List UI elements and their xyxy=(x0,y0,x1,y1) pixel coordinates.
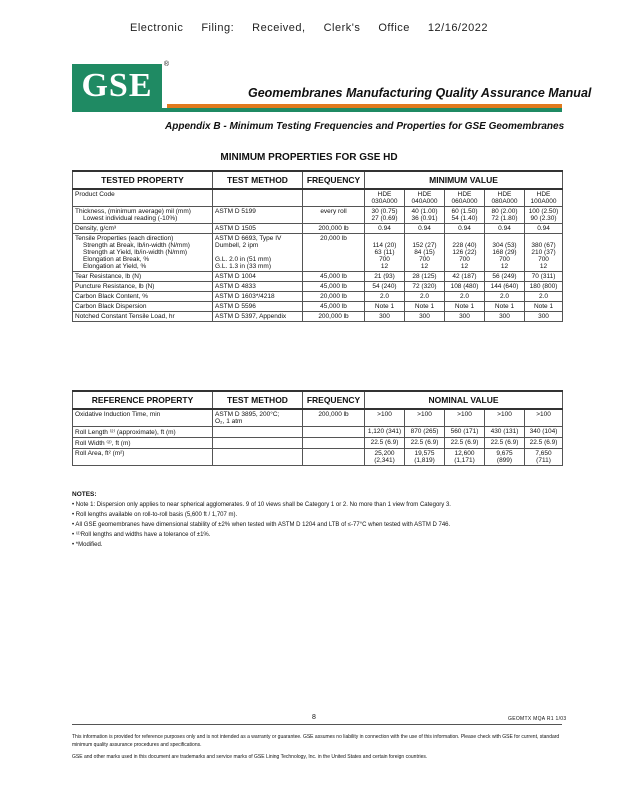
gse-logo xyxy=(72,61,169,108)
cell-value xyxy=(445,409,485,427)
value-line: >100 xyxy=(377,411,392,418)
cell-property xyxy=(73,207,213,224)
note-item: • Roll lengths available on roll-to-roll basis (5,600 ft / 1,707 m). xyxy=(72,512,238,518)
cell-frequency: 200,000 lb xyxy=(303,409,365,427)
header-frequency: FREQUENCY xyxy=(303,171,365,189)
value-line: 12 xyxy=(420,263,429,270)
cell-value xyxy=(485,282,525,292)
value-line xyxy=(367,235,402,242)
page-number: 8 xyxy=(312,714,316,721)
cell-value xyxy=(365,438,405,449)
minimum-properties-table xyxy=(72,170,563,322)
value-line: 7,650 xyxy=(535,450,552,457)
stamp-word: Filing: xyxy=(201,22,235,34)
property-line: Lowest individual reading (-10%) xyxy=(83,215,178,222)
value-line: 700 xyxy=(538,256,549,263)
header-test-method-ref: TEST METHOD xyxy=(213,391,303,409)
table1-body xyxy=(73,189,563,322)
value-line: 228 (40) xyxy=(452,242,477,249)
stamp-word: Electronic xyxy=(130,22,184,34)
value-line: >100 xyxy=(536,411,551,418)
value-line xyxy=(407,235,442,242)
cell-frequency xyxy=(303,438,365,449)
cell-method xyxy=(213,438,303,449)
value-line: 126 (22) xyxy=(452,249,477,256)
value-line: 60 (1.50) xyxy=(451,208,478,215)
cell-value xyxy=(445,302,485,312)
table-row xyxy=(73,438,563,449)
disclaimer-text: This information is provided for reference purposes only and is not intended as a warranty or guarantee. GSE assumes no liability in connection with the use of this information. Please check with GSE for current, standard minimum quality assurance procedures and specifications. xyxy=(72,734,560,748)
cell-value xyxy=(405,312,445,322)
value-line: 19,575 xyxy=(414,450,435,457)
property-line: Elongation at Yield, % xyxy=(83,263,147,270)
value-line: 168 (29) xyxy=(492,249,517,256)
value-line: 0.94 xyxy=(498,225,511,232)
product-code-line: HDE xyxy=(536,191,551,198)
property-line: Tensile Properties (each direction) xyxy=(75,235,174,242)
method-line xyxy=(215,439,300,446)
product-code-line: HDE xyxy=(377,191,392,198)
value-line: 2.0 xyxy=(379,293,390,300)
property-line: Thickness, (minimum average) mil (mm) xyxy=(75,208,191,215)
cell-value xyxy=(485,207,525,224)
header-test-method: TEST METHOD xyxy=(213,171,303,189)
cell-value xyxy=(445,292,485,302)
cell-value xyxy=(405,234,445,272)
value-line: 2.0 xyxy=(419,293,430,300)
cell-frequency: 45,000 lb xyxy=(303,282,365,292)
cell-property xyxy=(73,282,213,292)
property-line: Elongation at Break, % xyxy=(83,256,150,263)
value-line: Note 1 xyxy=(414,303,435,310)
cell-value xyxy=(445,427,485,438)
method-line: ASTM D 5596 xyxy=(215,303,256,310)
value-line: 300 xyxy=(379,313,390,320)
value-line: 56 (249) xyxy=(492,273,517,280)
product-code-line: HDE xyxy=(417,191,432,198)
header-rule-green xyxy=(72,108,562,112)
cell-property: Roll Width ⁽²⁾, ft (m) xyxy=(73,438,213,449)
cell-value xyxy=(525,409,563,427)
value-line: 0.94 xyxy=(537,225,550,232)
table-row xyxy=(73,234,563,272)
cell-value xyxy=(485,272,525,282)
table-row xyxy=(73,409,563,427)
cell-value xyxy=(485,409,525,427)
value-line: 430 (131) xyxy=(490,428,519,435)
cell-value xyxy=(405,427,445,438)
value-line: 80 (2.00) xyxy=(491,208,518,215)
cell-method xyxy=(213,409,303,427)
value-line: 700 xyxy=(499,256,510,263)
property-line: Strength at Break, lb/in-width (N/mm) xyxy=(83,242,190,249)
value-line: >100 xyxy=(497,411,512,418)
cell-property xyxy=(73,302,213,312)
value-line: 0.94 xyxy=(458,225,471,232)
appendix-title: Appendix B - Minimum Testing Frequencies and Properties for GSE Geomembranes xyxy=(165,121,565,132)
value-line: 560 (171) xyxy=(450,428,479,435)
value-line: 304 (53) xyxy=(492,242,517,249)
value-line: 72 (320) xyxy=(412,283,437,290)
table2-body xyxy=(73,409,563,466)
header-minimum-value: MINIMUM VALUE xyxy=(365,171,563,189)
value-line: 340 (104) xyxy=(529,428,558,435)
value-line: Note 1 xyxy=(454,303,475,310)
product-code-line: 060A000 xyxy=(451,198,478,205)
cell-property xyxy=(73,292,213,302)
cell-frequency: 45,000 lb xyxy=(303,272,365,282)
cell-empty xyxy=(213,189,303,207)
cell-value xyxy=(485,292,525,302)
cell-value xyxy=(485,312,525,322)
method-line: ASTM D 1004 xyxy=(215,273,256,280)
cell-value xyxy=(485,234,525,272)
cell-value xyxy=(405,272,445,282)
cell-value xyxy=(365,272,405,282)
value-line: 210 (37) xyxy=(531,249,556,256)
value-line: Note 1 xyxy=(533,303,554,310)
value-line: 2.0 xyxy=(499,293,510,300)
value-line xyxy=(447,235,482,242)
value-line: 0.94 xyxy=(378,225,391,232)
value-line: >100 xyxy=(457,411,472,418)
cell-value xyxy=(525,427,563,438)
method-line: Dumbell, 2 ipm xyxy=(215,242,259,249)
cell-property xyxy=(73,272,213,282)
note-item: • ⁽²⁾Roll lengths and widths have a tolerance of ±1%. xyxy=(72,532,211,538)
table-row xyxy=(73,302,563,312)
cell-value xyxy=(365,409,405,427)
cell-value xyxy=(365,302,405,312)
table-row xyxy=(73,449,563,466)
cell-value xyxy=(445,207,485,224)
cell-value xyxy=(445,449,485,466)
value-line: 2.0 xyxy=(459,293,470,300)
cell-method xyxy=(213,302,303,312)
cell-frequency xyxy=(303,427,365,438)
stamp-word: Clerk's xyxy=(323,22,361,34)
method-line xyxy=(215,249,300,256)
value-line: 54 (240) xyxy=(372,283,397,290)
value-line: 27 (0.69) xyxy=(371,215,398,222)
cell-value xyxy=(525,292,563,302)
notes-heading: NOTES: xyxy=(72,491,97,498)
method-line: ASTM D 4833 xyxy=(215,283,256,290)
value-line: 380 (67) xyxy=(531,242,556,249)
cell-property xyxy=(73,224,213,234)
cell-value xyxy=(485,224,525,234)
value-line: 12 xyxy=(539,263,548,270)
logo-text: GSE xyxy=(81,67,153,104)
cell-value xyxy=(365,282,405,292)
cell-value xyxy=(525,438,563,449)
document-code: GEOMTX MQA R1 1/03 xyxy=(508,716,567,722)
cell-frequency: 200,000 lb xyxy=(303,224,365,234)
table-row xyxy=(73,292,563,302)
cell-value xyxy=(365,234,405,272)
value-line: 63 (11) xyxy=(374,249,395,256)
cell-value xyxy=(525,302,563,312)
cell-value xyxy=(405,449,445,466)
value-line: 700 xyxy=(419,256,430,263)
cell-method xyxy=(213,427,303,438)
value-line: 22.5 (6.9) xyxy=(529,439,558,446)
header-frequency-ref: FREQUENCY xyxy=(303,391,365,409)
note-item: • *Modified. xyxy=(72,542,103,548)
value-line: 108 (480) xyxy=(450,283,479,290)
value-line: 700 xyxy=(379,256,390,263)
method-line: ASTM D 3895, 200°C; xyxy=(215,411,280,418)
value-line xyxy=(527,235,560,242)
cell-product-code xyxy=(525,189,563,207)
cell-value xyxy=(525,207,563,224)
method-line xyxy=(215,450,300,457)
value-line: 100 (2.50) xyxy=(528,208,559,215)
cell-value xyxy=(365,292,405,302)
cell-property: Roll Area, ft² (m²) xyxy=(73,449,213,466)
value-line: 22.5 (6.9) xyxy=(410,439,439,446)
method-line xyxy=(215,215,300,222)
cell-value xyxy=(445,224,485,234)
cell-value xyxy=(525,282,563,292)
cell-value xyxy=(445,272,485,282)
note-item: • Note 1: Dispersion only applies to near spherical agglomerates. 9 of 10 views shall be Category 1 or 2. No more than 1 view from Category 3. xyxy=(72,502,451,508)
value-line: 22.5 (6.9) xyxy=(370,439,399,446)
cell-frequency: 20,000 lb xyxy=(303,234,365,272)
value-line xyxy=(487,235,522,242)
value-line: 114 (20) xyxy=(372,242,397,249)
cell-value xyxy=(485,302,525,312)
cell-value xyxy=(405,207,445,224)
table-row xyxy=(73,272,563,282)
property-line: Carbon Black Content, % xyxy=(75,293,148,300)
cell-value xyxy=(405,302,445,312)
cell-product-code-label: Product Code xyxy=(73,189,213,207)
cell-frequency: 200,000 lb xyxy=(303,312,365,322)
value-line: 28 (125) xyxy=(412,273,437,280)
cell-value xyxy=(405,282,445,292)
cell-frequency xyxy=(303,449,365,466)
method-line: ASTM D 5397, Appendix xyxy=(215,313,287,320)
cell-value xyxy=(405,438,445,449)
value-line: 300 xyxy=(459,313,470,320)
stamp-word: 12/16/2022 xyxy=(427,22,488,34)
product-code-line: 080A000 xyxy=(491,198,518,205)
table-row xyxy=(73,189,563,207)
cell-method xyxy=(213,282,303,292)
property-line: Tear Resistance, lb (N) xyxy=(75,273,142,280)
cell-value xyxy=(365,427,405,438)
value-line: 870 (265) xyxy=(410,428,439,435)
value-line: 12,600 xyxy=(454,450,475,457)
value-line: 1,120 (341) xyxy=(367,428,402,435)
cell-value xyxy=(485,449,525,466)
value-line: 21 (93) xyxy=(374,273,395,280)
manual-title: Geomembranes Manufacturing Quality Assurance Manual xyxy=(248,86,592,100)
product-code-line: HDE xyxy=(497,191,512,198)
property-line: Carbon Black Dispersion xyxy=(75,303,147,310)
cell-value xyxy=(525,312,563,322)
value-line: 144 (640) xyxy=(490,283,519,290)
value-line: 40 (1.00) xyxy=(411,208,438,215)
cell-value xyxy=(485,427,525,438)
value-line: 0.94 xyxy=(418,225,431,232)
value-line: 84 (15) xyxy=(414,249,435,256)
trademark-text: GSE and other marks used in this document are trademarks and service marks of GSE Lining Technology, Inc. in the United States and certain foreign countries. xyxy=(72,754,428,760)
cell-value xyxy=(445,282,485,292)
value-line: 12 xyxy=(500,263,509,270)
method-line: ASTM D 6693, Type IV xyxy=(215,235,282,242)
value-line: (899) xyxy=(496,457,513,464)
notes-section xyxy=(72,490,562,550)
cell-property xyxy=(73,234,213,272)
value-line: 22.5 (6.9) xyxy=(490,439,519,446)
cell-method xyxy=(213,272,303,282)
property-line: Density, g/cm³ xyxy=(75,225,117,232)
value-line: (1,819) xyxy=(414,457,435,464)
cell-value xyxy=(445,312,485,322)
cell-method xyxy=(213,234,303,272)
cell-empty xyxy=(303,189,365,207)
cell-method xyxy=(213,224,303,234)
cell-value xyxy=(525,224,563,234)
product-code-line: 030A000 xyxy=(371,198,398,205)
cell-method xyxy=(213,207,303,224)
value-line: 22.5 (6.9) xyxy=(450,439,479,446)
method-line: ASTM D 1603*/4218 xyxy=(215,293,275,300)
cell-property: Roll Length ⁽²⁾ (approximate), ft (m) xyxy=(73,427,213,438)
method-line: ASTM D 5199 xyxy=(215,208,256,215)
cell-value xyxy=(485,438,525,449)
note-item: • All GSE geomembranes have dimensional stability of ±2% when tested with ASTM D 1204 and LTB of ≤-77°C when tested with ASTM D 746. xyxy=(72,522,451,528)
cell-frequency: 45,000 lb xyxy=(303,302,365,312)
property-line: Notched Constant Tensile Load, hr xyxy=(75,313,175,320)
footer-divider xyxy=(72,724,562,725)
value-line: 12 xyxy=(460,263,469,270)
product-code-line: HDE xyxy=(457,191,472,198)
cell-product-code xyxy=(405,189,445,207)
value-line: 36 (0.91) xyxy=(411,215,438,222)
cell-value xyxy=(405,409,445,427)
header-reference-property: REFERENCE PROPERTY xyxy=(73,391,213,409)
value-line: 72 (1.80) xyxy=(491,215,518,222)
header-tested-property: TESTED PROPERTY xyxy=(73,171,213,189)
value-line: 12 xyxy=(380,263,389,270)
value-line: 30 (0.75) xyxy=(371,208,398,215)
table-row xyxy=(73,207,563,224)
table-row xyxy=(73,427,563,438)
cell-value xyxy=(525,234,563,272)
value-line: 2.0 xyxy=(538,293,549,300)
cell-method xyxy=(213,292,303,302)
value-line: 152 (27) xyxy=(412,242,437,249)
stamp-word: Received, xyxy=(252,22,306,34)
property-line: Strength at Yield, lb/in-width (N/mm) xyxy=(83,249,188,256)
stamp-word: Office xyxy=(378,22,410,34)
cell-frequency: 20,000 lb xyxy=(303,292,365,302)
method-line xyxy=(215,428,300,435)
method-line: ASTM D 1505 xyxy=(215,225,256,232)
value-line: (711) xyxy=(536,457,551,464)
value-line: Note 1 xyxy=(494,303,515,310)
cell-product-code xyxy=(445,189,485,207)
value-line: 54 (1.40) xyxy=(451,215,478,222)
value-line: 700 xyxy=(459,256,470,263)
table-row xyxy=(73,224,563,234)
cell-property: Oxidative Induction Time, min xyxy=(73,409,213,427)
property-line: Puncture Resistance, lb (N) xyxy=(75,283,155,290)
cell-frequency: every roll xyxy=(303,207,365,224)
product-code-line: 100A000 xyxy=(530,198,557,205)
cell-value xyxy=(365,207,405,224)
value-line: 300 xyxy=(499,313,510,320)
product-code-line: 040A000 xyxy=(411,198,438,205)
cell-method xyxy=(213,312,303,322)
method-line: G.L. 2.0 in (51 mm) xyxy=(215,256,271,263)
cell-value xyxy=(445,438,485,449)
cell-value xyxy=(365,312,405,322)
cell-method xyxy=(213,449,303,466)
registered-mark: ® xyxy=(163,61,169,68)
value-line: 180 (800) xyxy=(529,283,558,290)
document-title: MINIMUM PROPERTIES FOR GSE HD xyxy=(220,152,398,163)
header-nominal-value: NOMINAL VALUE xyxy=(365,391,563,409)
value-line: (2,341) xyxy=(374,457,395,464)
cell-value xyxy=(365,449,405,466)
value-line: Note 1 xyxy=(374,303,395,310)
cell-value xyxy=(405,292,445,302)
cell-value xyxy=(405,224,445,234)
value-line: (1,171) xyxy=(454,457,475,464)
value-line: 90 (2.30) xyxy=(530,215,557,222)
value-line: 9,675 xyxy=(496,450,513,457)
value-line: 42 (187) xyxy=(452,273,477,280)
method-line: O₂, 1 atm xyxy=(215,418,243,425)
value-line: >100 xyxy=(417,411,432,418)
table-row xyxy=(73,312,563,322)
cell-property xyxy=(73,312,213,322)
cell-value xyxy=(525,449,563,466)
reference-properties-table xyxy=(72,390,563,466)
cell-product-code xyxy=(485,189,525,207)
table-row xyxy=(73,282,563,292)
value-line: 70 (311) xyxy=(531,273,556,280)
cell-value xyxy=(445,234,485,272)
value-line: 300 xyxy=(419,313,430,320)
value-line: 300 xyxy=(538,313,549,320)
filing-stamp xyxy=(0,22,618,34)
method-line: G.L. 1.3 in (33 mm) xyxy=(215,263,271,270)
cell-product-code xyxy=(365,189,405,207)
cell-value xyxy=(365,224,405,234)
cell-value xyxy=(525,272,563,282)
value-line: 25,200 xyxy=(374,450,395,457)
